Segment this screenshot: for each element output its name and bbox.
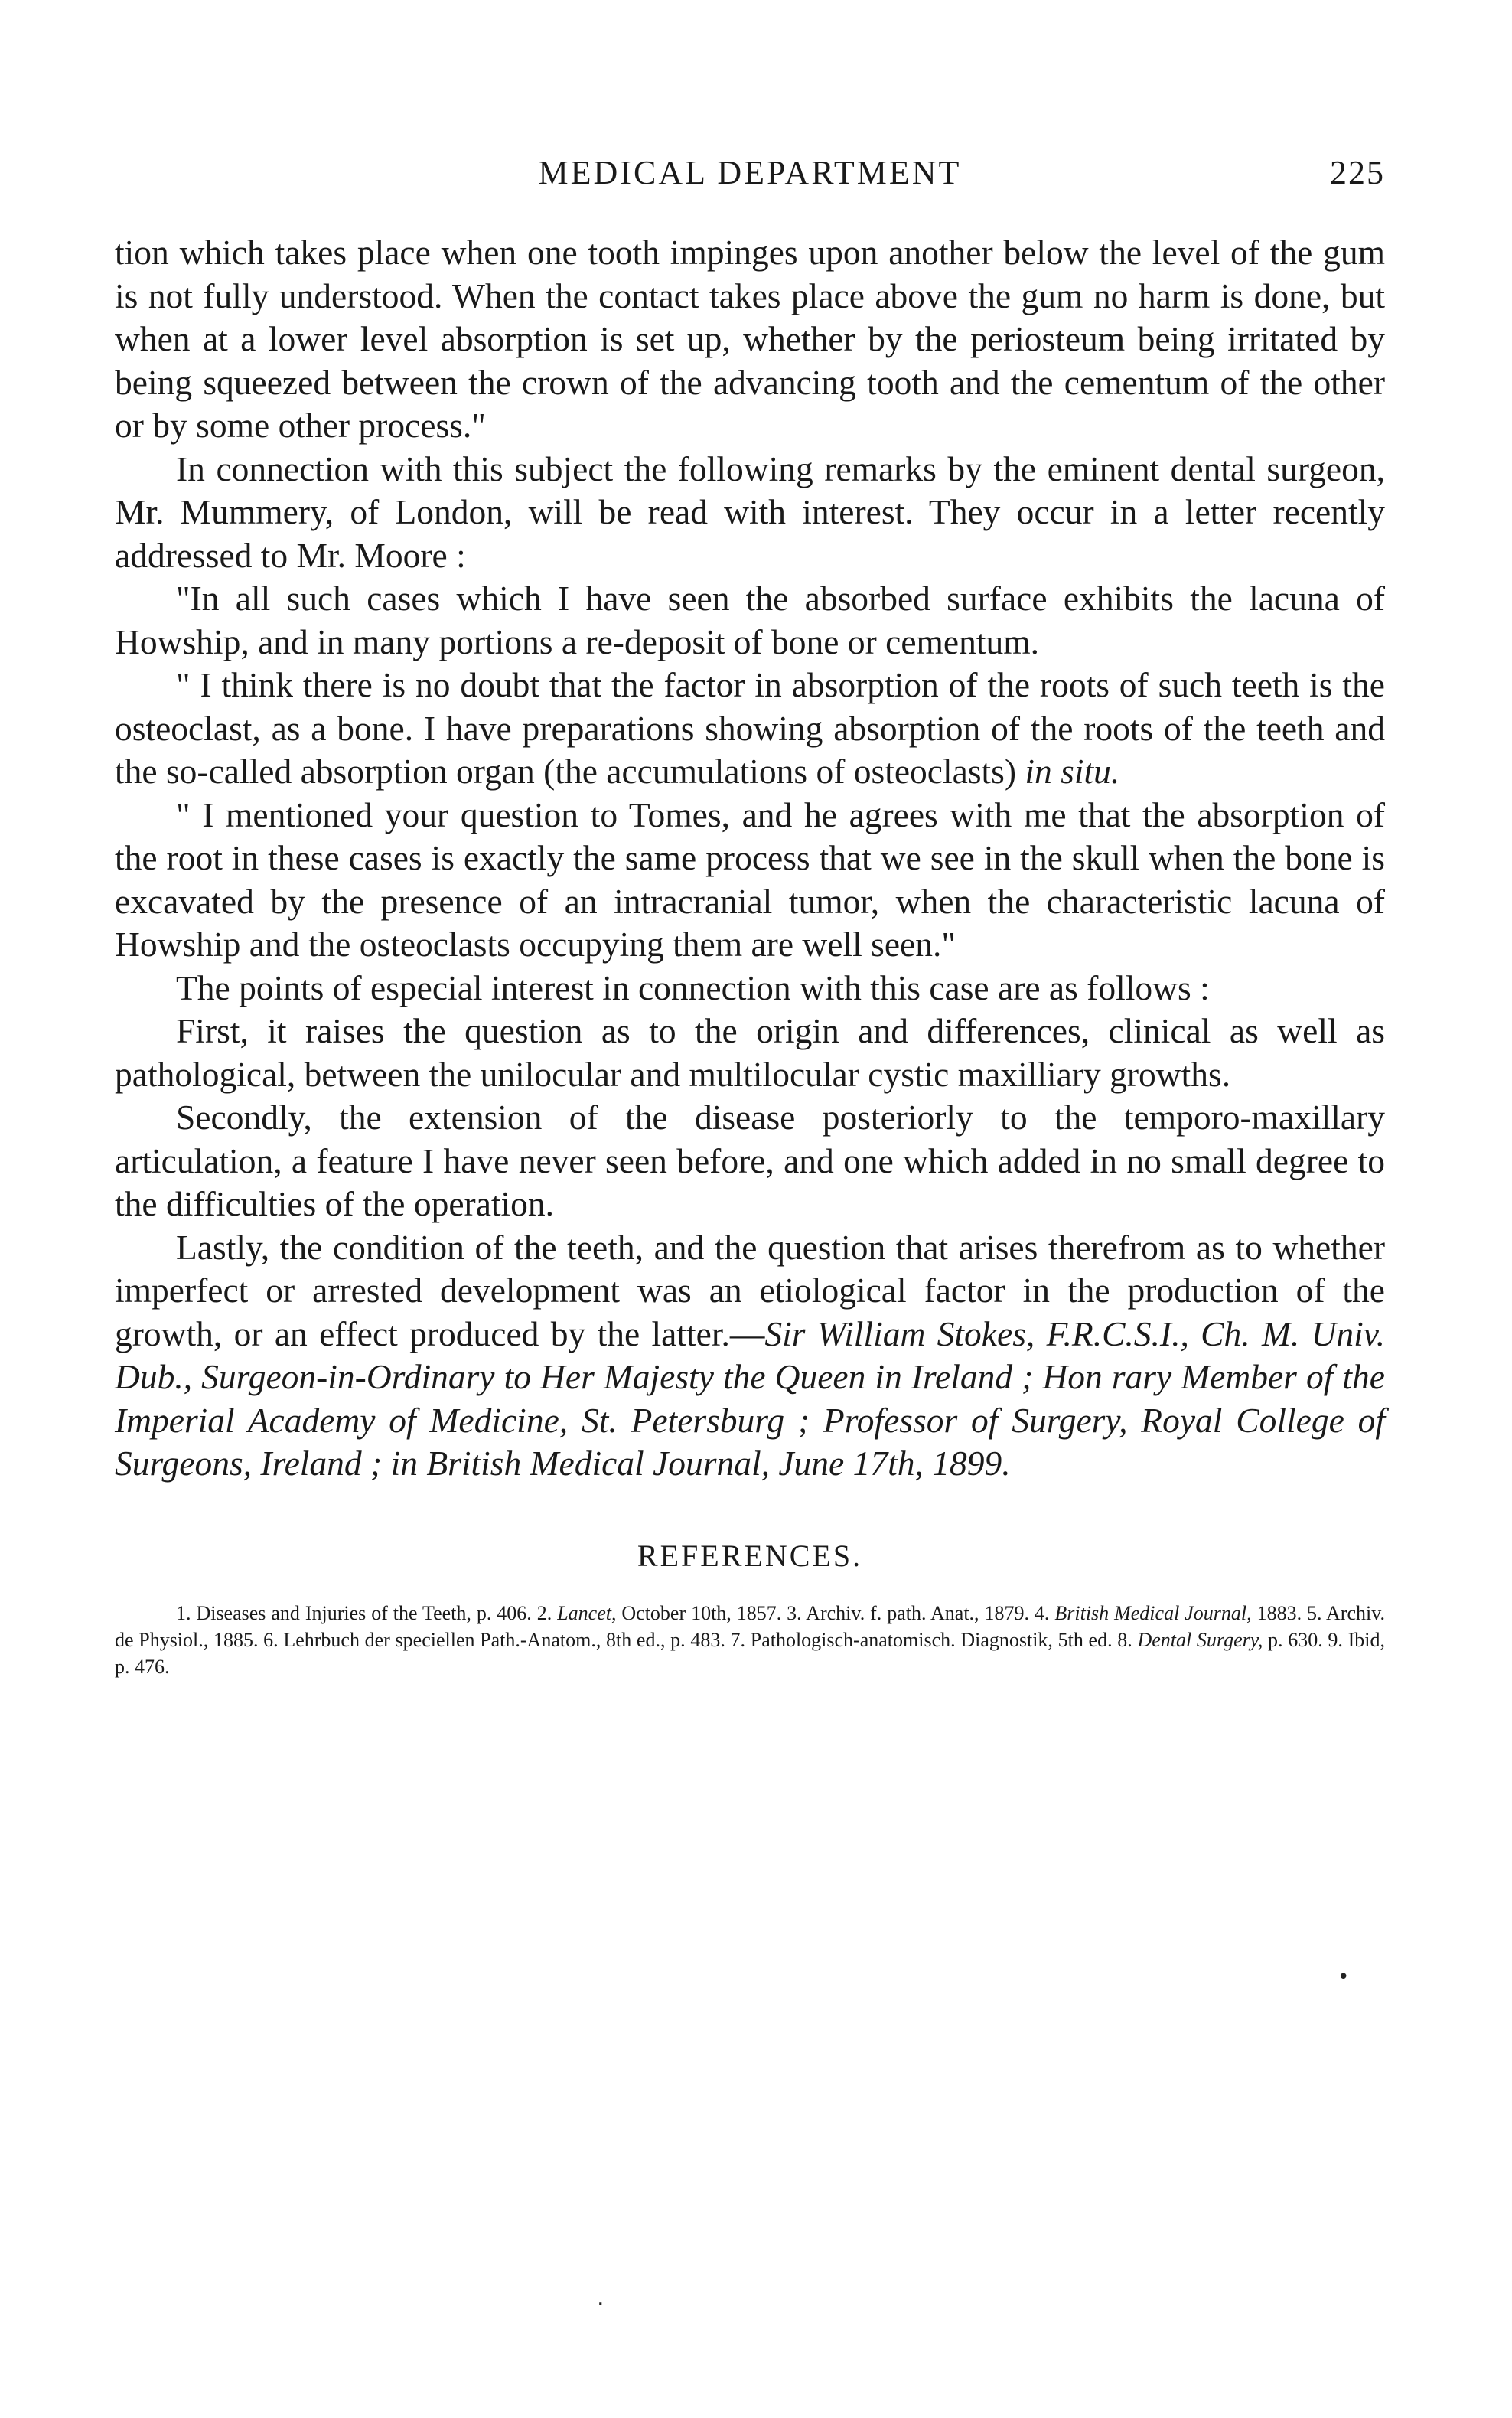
paragraph-9 bbox=[115, 1226, 1385, 1486]
reference-segment: p. 630. 9. Ibid, p. 476. bbox=[115, 1628, 1385, 1678]
paragraph-7 bbox=[115, 1010, 1385, 1096]
stray-dot-mark: . bbox=[597, 2285, 604, 2312]
paragraph-6 bbox=[115, 967, 1385, 1010]
page-number: 225 bbox=[1330, 154, 1385, 191]
paragraph-4 bbox=[115, 664, 1385, 794]
paragraph-5 bbox=[115, 794, 1385, 967]
reference-segment: October 10th, 1857. 3. Archiv. f. path. Anat., 1879. 4. bbox=[616, 1601, 1055, 1624]
paragraph-6-text: The points of especial interest in connection with this case are as follows : bbox=[176, 968, 1210, 1007]
paragraph-3-text: "In all such cases which I have seen the absorbed surface exhibits the lacuna of Howship, and in many portions a re-deposit of bone or cementum. bbox=[115, 579, 1385, 661]
paragraph-1-text: tion which takes place when one tooth impinges upon another below the level of the gum is not fully understood. When the contact takes place above the gum no harm is done, but when at a lower level absorption is set up, whether by the periosteum being irritated by being squeezed between the crown of the advancing tooth and the cementum of the other or by some other process." bbox=[115, 233, 1385, 445]
page bbox=[115, 153, 1385, 1680]
reference-segment: 1. Diseases and Injuries of the Teeth, p. 406. bbox=[176, 1601, 537, 1624]
paragraph-5-text: " I mentioned your question to Tomes, and he agrees with me that the absorption of the root in these cases is exactly the same process that we see in the skull when the bone is excavated by the presence of an intracranial tumor, when the characteristic lacuna of Howship and the osteoclasts occupying them are well seen." bbox=[115, 795, 1385, 964]
reference-segment: 1883. 5. Archiv. de Physiol., 1885. 6. Lehrbuch der speciellen Path.-Anatom., 8th ed., p. 483. 7. Pathologisch-anatomisch. Diagnostik, 5th ed. 8. bbox=[115, 1601, 1386, 1651]
page-header bbox=[115, 153, 1385, 214]
references-heading: REFERENCES. bbox=[637, 1538, 863, 1573]
paragraph-3 bbox=[115, 577, 1385, 664]
paragraph-1 bbox=[115, 231, 1385, 448]
paragraph-8-text: Secondly, the extension of the disease posteriorly to the temporo-maxillary articulation, a feature I have never seen before, and one which added in no small degree to the difficulties of the operation. bbox=[115, 1098, 1385, 1223]
citation-text: Sir William Stokes, F.R.C.S.I., Ch. M. Univ. Dub., Surgeon-in-Ordinary to Her Majesty the Queen in Ireland ; Hon rary Member of the Imperial Academy of Medicine, St. Petersburg ; Professor of Surgery, Royal College of Surgeons, Ireland ; in British Medical Journal, June 17th, 1899. bbox=[115, 1313, 1385, 1483]
paragraph-4-text: " I think there is no doubt that the factor in absorption of the roots of such teeth is the osteoclast, as a bone. I have preparations showing absorption of the roots of the teeth and the so-called absorption organ (the accumulations of osteoclasts) bbox=[115, 665, 1385, 791]
body-text bbox=[115, 231, 1385, 1486]
reference-journal-title: Dental Surgery, bbox=[1137, 1628, 1263, 1651]
running-title: MEDICAL DEPARTMENT bbox=[538, 154, 962, 191]
paragraph-2-text: In connection with this subject the following remarks by the eminent dental surgeon, Mr. Mummery, of London, will be read with interest. They occur in a letter recently addressed to Mr. Moore : bbox=[115, 449, 1385, 575]
reference-journal-title: Lancet, bbox=[557, 1601, 617, 1624]
paragraph-8 bbox=[115, 1096, 1385, 1226]
paragraph-2 bbox=[115, 448, 1385, 578]
paragraph-7-text: First, it raises the question as to the origin and differences, clinical as well as pathological, between the unilocular and multilocular cystic maxilliary growths. bbox=[115, 1011, 1385, 1094]
paragraph-9-text: Lastly, the condition of the teeth, and the question that arises therefrom as to whether imperfect or arrested development was an etiological factor in the production of the growth, or an effect produced by the latter.— bbox=[115, 1227, 1385, 1353]
stray-bullet-mark: • bbox=[1338, 1966, 1350, 1989]
reference-segment: 2. bbox=[536, 1601, 558, 1624]
reference-journal-title: British Medical Journal, bbox=[1054, 1601, 1252, 1624]
references-paragraph bbox=[115, 1600, 1385, 1680]
references-list bbox=[115, 1600, 1385, 1680]
paragraph-4-italic: in situ. bbox=[1025, 752, 1120, 791]
